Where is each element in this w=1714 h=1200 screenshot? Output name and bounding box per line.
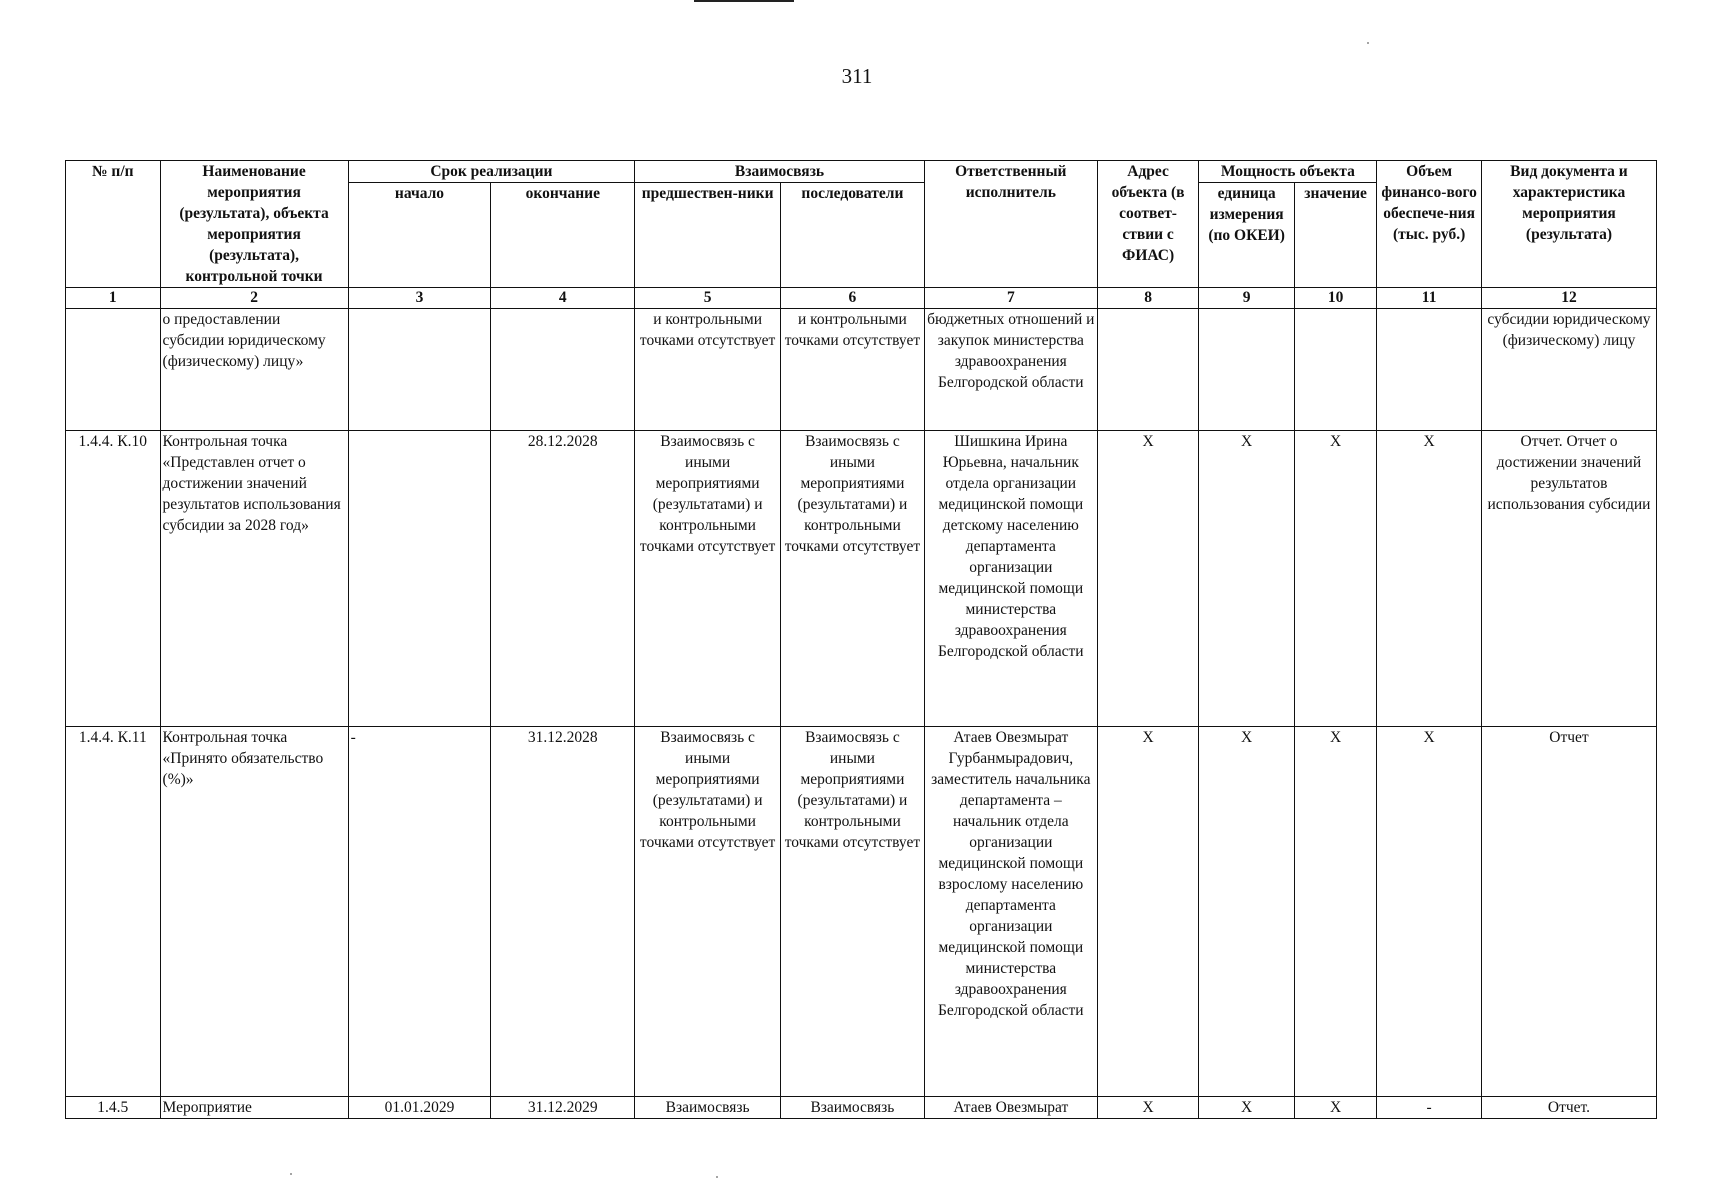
header-name: Наименование мероприятия (результата), объекта мероприятия (результата), контрольной точки bbox=[160, 161, 348, 288]
cell-name: Контрольная точка «Представлен отчет о достижении значений результатов использования субсидии за 2028 год» bbox=[160, 431, 348, 727]
header-successors: последователи bbox=[781, 183, 925, 288]
scan-speck bbox=[290, 1173, 292, 1175]
cell-value: Х bbox=[1294, 727, 1376, 1097]
implementation-plan-table bbox=[65, 160, 1657, 1119]
cell-start: 01.01.2029 bbox=[348, 1097, 491, 1119]
scan-speck bbox=[716, 1176, 718, 1178]
cell-document: Отчет. Отчет о достижении значений результатов использования субсидии bbox=[1481, 431, 1656, 727]
header-unit: единица измерения (по ОКЕИ) bbox=[1199, 183, 1295, 288]
column-number: 11 bbox=[1377, 288, 1482, 309]
cell-start: - bbox=[348, 727, 491, 1097]
column-number: 6 bbox=[781, 288, 925, 309]
table-row bbox=[66, 431, 1657, 727]
cell-value: Х bbox=[1294, 1097, 1376, 1119]
cell-responsible: бюджетных отношений и закупок министерства здравоохранения Белгородской области bbox=[924, 309, 1097, 431]
cell-unit: Х bbox=[1199, 727, 1295, 1097]
header-finance: Объем финансо-вого обеспече-ния (тыс. руб.) bbox=[1377, 161, 1482, 288]
column-number: 1 bbox=[66, 288, 161, 309]
column-number: 10 bbox=[1294, 288, 1376, 309]
cell-predecessors: Взаимосвязь с иными мероприятиями (результатами) и контрольными точками отсутствует bbox=[635, 431, 781, 727]
cell-start bbox=[348, 431, 491, 727]
column-number: 12 bbox=[1481, 288, 1656, 309]
cell-document: Отчет bbox=[1481, 727, 1656, 1097]
cell-responsible: Атаев Овезмырат bbox=[924, 1097, 1097, 1119]
header-start: начало bbox=[348, 183, 491, 288]
cell-address: Х bbox=[1097, 1097, 1199, 1119]
header-value: значение bbox=[1294, 183, 1376, 288]
cell-predecessors: Взаимосвязь bbox=[635, 1097, 781, 1119]
cell-num: 1.4.4. К.11 bbox=[66, 727, 161, 1097]
header-document: Вид документа и характеристика мероприятия (результата) bbox=[1481, 161, 1656, 288]
cell-value: Х bbox=[1294, 431, 1376, 727]
cell-num: 1.4.5 bbox=[66, 1097, 161, 1119]
header-responsible: Ответственный исполнитель bbox=[924, 161, 1097, 288]
top-edge-rule bbox=[694, 0, 794, 2]
cell-successors: Взаимосвязь bbox=[781, 1097, 925, 1119]
cell-document: субсидии юридическому (физическому) лицу bbox=[1481, 309, 1656, 431]
cell-end: 31.12.2028 bbox=[491, 727, 635, 1097]
header-address: Адрес объекта (в соответ-ствии с ФИАС) bbox=[1097, 161, 1199, 288]
page-number: 311 bbox=[841, 64, 873, 88]
table-row bbox=[66, 1097, 1657, 1119]
cell-unit bbox=[1199, 309, 1295, 431]
column-number: 7 bbox=[924, 288, 1097, 309]
cell-successors: и контрольными точками отсутствует bbox=[781, 309, 925, 431]
table-row bbox=[66, 309, 1657, 431]
cell-name: о предоставлении субсидии юридическому (физическому) лицу» bbox=[160, 309, 348, 431]
cell-finance: Х bbox=[1377, 431, 1482, 727]
cell-successors: Взаимосвязь с иными мероприятиями (результатами) и контрольными точками отсутствует bbox=[781, 431, 925, 727]
cell-name: Контрольная точка «Принято обязательство (%)» bbox=[160, 727, 348, 1097]
cell-finance bbox=[1377, 309, 1482, 431]
header-num: № п/п bbox=[66, 161, 161, 288]
column-number: 8 bbox=[1097, 288, 1199, 309]
cell-address: Х bbox=[1097, 727, 1199, 1097]
column-number: 9 bbox=[1199, 288, 1295, 309]
cell-responsible: Атаев Овезмырат Гурбанмырадович, заместитель начальника департамента – начальник отдела организации медицинской помощи взрослому населению департамента организации медицинской помощи министерства здравоохранения Белгородской области bbox=[924, 727, 1097, 1097]
table-row bbox=[66, 727, 1657, 1097]
column-number: 4 bbox=[491, 288, 635, 309]
column-number: 2 bbox=[160, 288, 348, 309]
cell-finance: - bbox=[1377, 1097, 1482, 1119]
cell-num bbox=[66, 309, 161, 431]
cell-address bbox=[1097, 309, 1199, 431]
cell-end: 31.12.2029 bbox=[491, 1097, 635, 1119]
column-number: 5 bbox=[635, 288, 781, 309]
cell-num: 1.4.4. К.10 bbox=[66, 431, 161, 727]
cell-value bbox=[1294, 309, 1376, 431]
header-end: окончание bbox=[491, 183, 635, 288]
cell-predecessors: Взаимосвязь с иными мероприятиями (результатами) и контрольными точками отсутствует bbox=[635, 727, 781, 1097]
cell-end: 28.12.2028 bbox=[491, 431, 635, 727]
header-period-group: Срок реализации bbox=[348, 161, 635, 183]
cell-unit: Х bbox=[1199, 1097, 1295, 1119]
scan-speck bbox=[1367, 42, 1369, 44]
cell-finance: Х bbox=[1377, 727, 1482, 1097]
header-capacity-group: Мощность объекта bbox=[1199, 161, 1377, 183]
cell-document: Отчет. bbox=[1481, 1097, 1656, 1119]
cell-address: Х bbox=[1097, 431, 1199, 727]
column-number: 3 bbox=[348, 288, 491, 309]
cell-name: Мероприятие bbox=[160, 1097, 348, 1119]
cell-predecessors: и контрольными точками отсутствует bbox=[635, 309, 781, 431]
cell-responsible: Шишкина Ирина Юрьевна, начальник отдела организации медицинской помощи детскому населению департамента организации медицинской помощи министерства здравоохранения Белгородской области bbox=[924, 431, 1097, 727]
cell-successors: Взаимосвязь с иными мероприятиями (результатами) и контрольными точками отсутствует bbox=[781, 727, 925, 1097]
header-link-group: Взаимосвязь bbox=[635, 161, 925, 183]
header-predecessors: предшествен-ники bbox=[635, 183, 781, 288]
cell-unit: Х bbox=[1199, 431, 1295, 727]
cell-start bbox=[348, 309, 491, 431]
cell-end bbox=[491, 309, 635, 431]
